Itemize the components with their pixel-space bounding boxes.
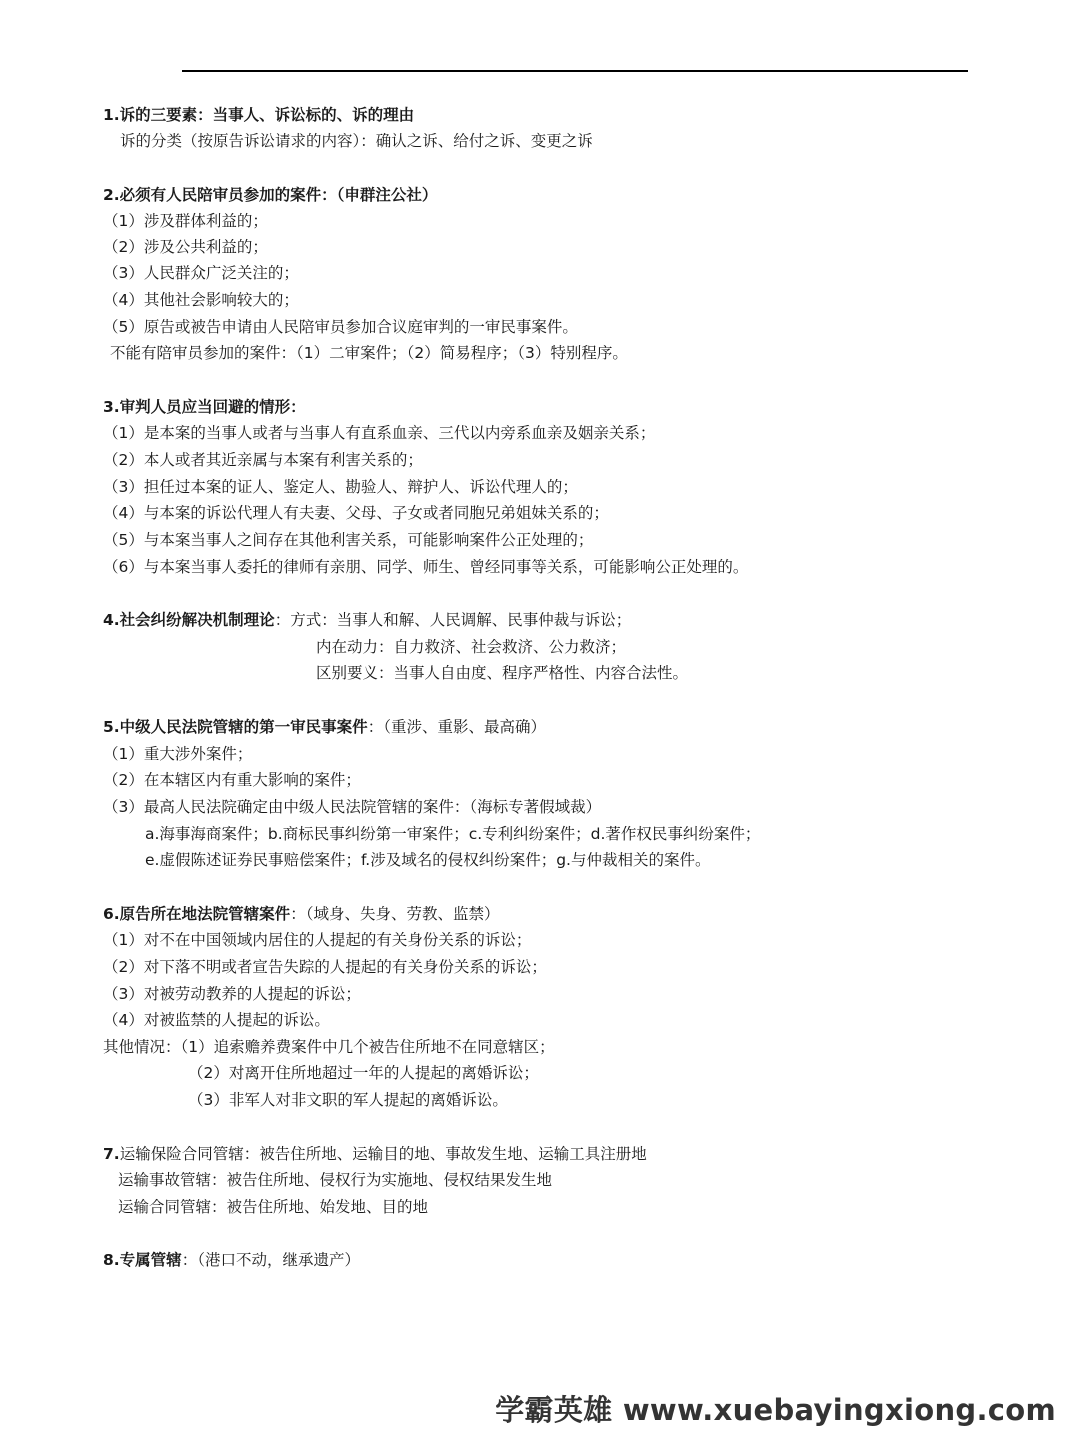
section-3-title: 3.审判人员应当回避的情形：	[103, 398, 306, 416]
section-5-item: （3）最高人民法院确定由中级人民法院管辖的案件：（海标专著假域裁）	[103, 798, 602, 816]
section-6-heading	[103, 903, 499, 925]
section-4-motivation: 内在动力：自力救济、社会救济、公力救济；	[316, 638, 627, 656]
section-7-accident: 运输事故管辖：被告住所地、侵权行为实施地、侵权结果发生地	[118, 1171, 553, 1189]
section-6-item: （3）对被劳动教养的人提起的诉讼；	[103, 985, 361, 1003]
section-3-item: （6）与本案当事人委托的律师有亲朋、同学、师生、曾经同事等关系，可能影响公正处理的。	[103, 558, 749, 576]
section-1-title: 1.诉的三要素：当事人、诉讼标的、诉的理由	[103, 106, 415, 124]
section-8-heading	[103, 1249, 360, 1271]
section-6-other: （2）对离开住所地超过一年的人提起的离婚诉讼；	[188, 1064, 539, 1082]
section-2-item: （4）其他社会影响较大的；	[103, 291, 299, 309]
section-4-title: 4.社会纠纷解决机制理论	[103, 611, 275, 629]
section-4-distinction: 区别要义：当事人自由度、程序严格性、内容合法性。	[316, 664, 689, 682]
section-5-heading	[103, 716, 546, 738]
section-3-item: （2）本人或者其近亲属与本案有利害关系的；	[103, 451, 423, 469]
section-3-item: （5）与本案当事人之间存在其他利害关系，可能影响案件公正处理的；	[103, 531, 594, 549]
section-3-item: （3）担任过本案的证人、鉴定人、勘验人、辩护人、诉讼代理人的；	[103, 478, 578, 496]
section-5-item: （2）在本辖区内有重大影响的案件；	[103, 771, 361, 789]
section-3-item: （1）是本案的当事人或者与当事人有直系血亲、三代以内旁系血亲及姻亲关系；	[103, 424, 656, 442]
section-6-item: （4）对被监禁的人提起的诉讼。	[103, 1011, 330, 1029]
section-2-item: （1）涉及群体利益的；	[103, 212, 268, 230]
section-5-title: 5.中级人民法院管辖的第一审民事案件	[103, 718, 368, 736]
section-3-item: （4）与本案的诉讼代理人有夫妻、父母、子女或者同胞兄弟姐妹关系的；	[103, 504, 609, 522]
section-1-classification: 诉的分类（按原告诉讼请求的内容）：确认之诉、给付之诉、变更之诉	[120, 132, 593, 150]
section-6-mnemonic: ：（域身、失身、劳教、监禁）	[290, 905, 500, 923]
section-6-other: 其他情况：（1）追索赡养费案件中几个被告住所地不在同意辖区；	[103, 1038, 555, 1056]
section-5-item: （1）重大涉外案件；	[103, 745, 253, 763]
section-7-contract: 运输合同管辖：被告住所地、始发地、目的地	[118, 1198, 429, 1216]
section-5-mnemonic: ：（重涉、重影、最高确）	[367, 718, 546, 736]
section-2-title: 2.必须有人民陪审员参加的案件：（申群注公社）	[103, 186, 438, 204]
section-6-item: （1）对不在中国领域内居住的人提起的有关身份关系的诉讼；	[103, 931, 532, 949]
section-5-subitems: a.海事海商案件；b.商标民事纠纷第一审案件；c.专利纠纷案件；d.著作权民事纠纷案件；	[145, 825, 761, 843]
section-7-heading	[103, 1143, 647, 1165]
section-5-subitems: e.虚假陈述证券民事赔偿案件；f.涉及域名的侵权纠纷案件；g.与仲裁相关的案件。	[145, 851, 711, 869]
section-2-item: （3）人民群众广泛关注的；	[103, 264, 299, 282]
section-6-title: 6.原告所在地法院管辖案件	[103, 905, 291, 923]
section-4-colon: ：	[274, 611, 291, 629]
section-7-insurance: 运输保险合同管辖：被告住所地、运输目的地、事故发生地、运输工具注册地	[119, 1145, 647, 1163]
section-2-item: （2）涉及公共利益的；	[103, 238, 268, 256]
section-7-number: 7.	[103, 1145, 120, 1163]
section-8-mnemonic: ：（港口不动，继承遗产）	[181, 1251, 360, 1269]
section-4-heading	[103, 609, 631, 631]
section-6-other: （3）非军人对非文职的军人提起的离婚诉讼。	[188, 1091, 508, 1109]
section-2-item: （5）原告或被告申请由人民陪审员参加合议庭审判的一审民事案件。	[103, 318, 578, 336]
section-8-title: 8.专属管辖	[103, 1251, 182, 1269]
watermark-footer: 学霸英雄 www.xuebayingxiong.com	[495, 1393, 1056, 1427]
section-2-note: 不能有陪审员参加的案件：（1）二审案件；（2）简易程序；（3）特别程序。	[110, 344, 628, 362]
section-6-item: （2）对下落不明或者宣告失踪的人提起的有关身份关系的诉讼；	[103, 958, 547, 976]
section-4-methods: 方式：当事人和解、人民调解、民事仲裁与诉讼；	[290, 611, 632, 629]
